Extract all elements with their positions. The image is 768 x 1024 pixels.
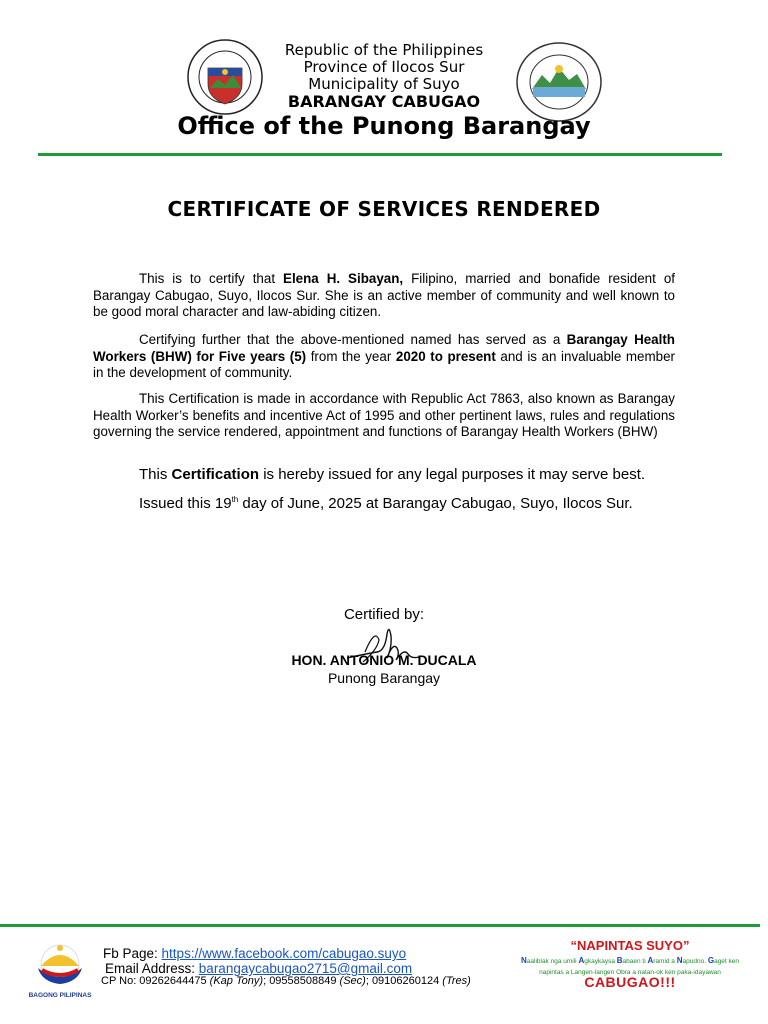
signer-name: HON. ANTONIO M. DUCALA [291, 652, 477, 668]
service-role: Barangay Health Workers (BHW) for Five years (5) [93, 332, 675, 364]
slogan-cap-1: A [578, 956, 585, 965]
logo-caption: BAGONG PILIPINAS [28, 992, 92, 999]
office-title: Office of the Punong Barangay [177, 112, 591, 140]
issue-text-bold: Certification [171, 466, 260, 483]
p1-text-b: Filipino, married and bonafide resident of Barangay Cabugao, Suyo, Ilocos Sur. She is an active member of community and well known to be good moral character and law-abiding citizen. [93, 271, 675, 320]
p2-text-b: from the year [306, 348, 396, 364]
paragraph-service [93, 332, 675, 382]
slogan-end: CABUGAO!!! [584, 974, 676, 990]
facebook-link[interactable]: https://www.facebook.com/cabugao.suyo [161, 946, 407, 961]
paragraph-certify [93, 271, 675, 321]
slogan-word-5: aget ken [714, 958, 739, 965]
cp-number-1: CP No: 09262644475 [101, 975, 210, 987]
cp-number-2: ; 09558508849 [263, 975, 340, 987]
header-divider [38, 153, 722, 156]
email-link[interactable]: barangaycabugao2715@gmail.com [198, 961, 413, 976]
slogan-cap-4: N [676, 956, 683, 965]
issued-text-a: Issued this 19 [139, 495, 232, 512]
header-municipality: Municipality of Suyo [308, 75, 460, 93]
header-republic: Republic of the Philippines [284, 41, 484, 59]
slogan-word-0: aaliblak nga umili [526, 958, 579, 965]
issued-date-line [139, 495, 633, 512]
issued-ordinal: th [231, 495, 239, 504]
slogan-title: “NAPINTAS SUYO” [570, 938, 690, 953]
slogan-word-2: abaen ti [622, 958, 648, 965]
cp-owner-2: (Sec) [339, 975, 366, 987]
certificate-title: CERTIFICATE OF SERVICES RENDERED [167, 197, 601, 221]
slogan-cap-5: G [707, 956, 715, 965]
facebook-line [103, 946, 406, 961]
slogan-word-3: ramid a [653, 958, 677, 965]
signer-title: Punong Barangay [327, 670, 441, 686]
header-barangay: BARANGAY CABUGAO [287, 92, 481, 111]
bagong-pilipinas-logo [24, 936, 96, 1000]
person-name: Elena H. Sibayan, [283, 271, 404, 286]
slogan-line-2: napintas a Langen-langen Obra a natan-ok ken paka-idayawan [539, 969, 721, 976]
paragraph-legal-basis [93, 391, 675, 441]
contact-numbers [101, 975, 471, 987]
cp-number-3: ; 09106260124 [365, 975, 443, 987]
issue-text-b: is hereby issued for any legal purposes it may serve best. [259, 466, 646, 483]
slogan-word-4: apudno. [682, 958, 708, 965]
header-province: Province of Ilocos Sur [303, 58, 465, 76]
slogan-cap-3: A [647, 956, 654, 965]
issue-text-a: This [139, 466, 172, 483]
p1-text-a: This is to certify that [139, 271, 284, 286]
issued-text-b: day of June, 2025 at Barangay Cabugao, Suyo, Ilocos Sur. [238, 495, 633, 512]
footer-divider [0, 924, 760, 927]
slogan-cap-2: B [616, 956, 623, 965]
slogan-cap-0: N [520, 956, 527, 965]
slogan-line-1 [521, 958, 739, 965]
p3-text: This Certification is made in accordance with Republic Act 7863, also known as Barangay Health Worker’s benefits and incentive Act of 1995 and other pertinent laws, rules and regulations governing the service rendered, appointment and functions of Barangay Health Workers (BHW) [93, 391, 675, 440]
service-period: 2020 to present [395, 348, 496, 364]
issue-purpose-line [139, 466, 645, 483]
slogan-word-1: gkaykaysa [584, 958, 617, 965]
email-label: Email Address: [105, 961, 199, 976]
fb-label: Fb Page: [103, 946, 162, 961]
p2-text-c: and is an invaluable member in the development of community. [93, 348, 676, 381]
certified-by-label: Certified by: [343, 606, 425, 623]
p2-text-a: Certifying further that the above-mentioned named has served as a [139, 332, 567, 347]
cp-owner-1: (Kap Tony) [209, 975, 264, 987]
cp-owner-3: (Tres) [442, 975, 471, 987]
email-line [105, 961, 412, 976]
